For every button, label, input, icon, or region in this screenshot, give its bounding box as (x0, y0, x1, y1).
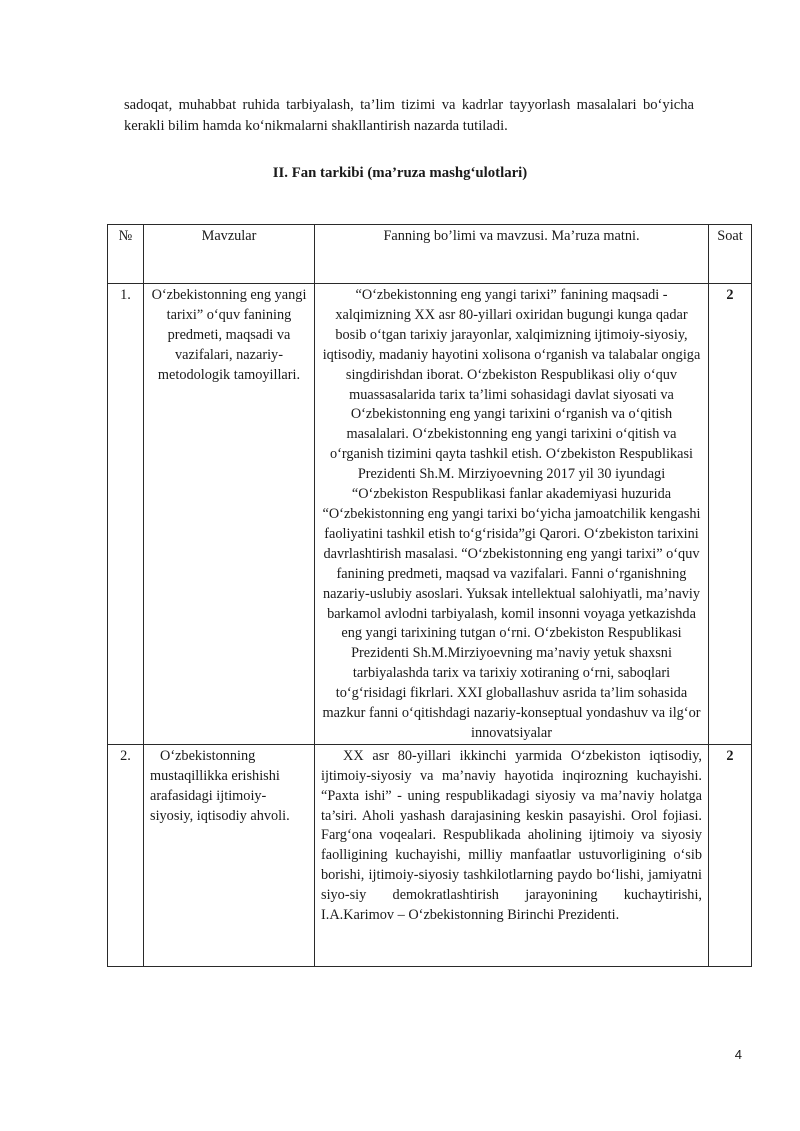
header-content: Fanning bo’limi va mavzusi. Ma’ruza matni. (315, 225, 709, 284)
header-number: № (108, 225, 144, 284)
row-topic: O‘zbekistonning eng yangi tarixi” o‘quv fanining predmeti, maqsadi va vazifalari, nazariy-metodologik tamoyillari. (144, 284, 315, 745)
row-number: 2. (108, 744, 144, 966)
row-content: “O‘zbekistonning eng yangi tarixi” fanining maqsadi - xalqimizning XX asr 80-yillari oxiridan bugungi kunga qadar bosib o‘tgan tarixiy jarayonlar, xalqimizning ijtimoiy-siyosiy, iqtisodiy, madaniy hayotini xolisona o‘rganish va talabalar ongiga singdirishdan iborat. O‘zbekiston Respublikasi oliy o‘quv muassasalarida tarix ta’limi sohasidagi davlat siyosati va O‘zbekistonning eng yangi tarixini o‘rganish va o‘qitish masalalari. O‘zbekistonning eng yangi tarixini o‘qitish va o‘rganish tizimini qayta tashkil etish. O‘zbekiston Respublikasi Prezidenti Sh.M. Mirziyoevning 2017 yil 30 iyundagi “O‘zbekiston Respublikasi fanlar akademiyasi huzurida “O‘zbekistonning eng yangi tarixi bo‘yicha jamoatchilik kengashi faoliyatini tashkil etish to‘g‘risida”gi Qarori. O‘zbekiston tarixini davrlashtirish masalasi. “O‘zbekistonning eng yangi tarixi” o‘quv fanining predmeti, maqsad va vazifalari. Fanni o‘rganishning nazariy-uslubiy asoslari. Yuksak intellektual salohiyatli, ma’naviy barkamol avlodni tarbiyalash, komil insonni voyaga yetkazishda eng yangi tarixining tutgan o‘rni. O‘zbekiston Respublikasi Prezidenti Sh.M.Mirziyoevning ma’naviy yetuk shaxsni tarbiyalashda tarix va tarixiy xotiraning o‘rni, saboqlari to‘g‘risidagi fikrlari. XXI globallashuv asrida ta’lim sohasida mazkur fanni o‘qitishdagi nazariy-konseptual yondashuv va ilg‘or innovatsiyalar (315, 284, 709, 745)
page-number: 4 (734, 1047, 742, 1062)
row-number: 1. (108, 284, 144, 745)
row-topic-text: O‘zbekistonning mustaqillikka erishishi arafasidagi ijtimoiy-siyosiy, iqtisodiy ahvoli. (150, 747, 290, 824)
intro-text: sadoqat, muhabbat ruhida tarbiyalash, ta’lim tizimi va kadrlar tayyorlash masalalari bo‘yicha kerakli bilim hamda ko‘nikmalarni shakllantirish nazarda tutiladi. (124, 97, 694, 134)
row-content-text: XX asr 80-yillari ikkinchi yarmida O‘zbekiston iqtisodiy, ijtimoiy-siyosiy va ma’naviy hayotida inqirozning kuchayishi. “Paxta ishi” - uning respublikadagi siyosiy va ma’naviy holatga ta’siri. Aholi yashash darajasining keskin pasayishi. Orol fojiasi. Farg‘ona voqealari. Respublikada aholining ijtimoiy va siyosiy faolligining kuchayishi, milliy manfaatlar ustuvorligining o‘sib borishi, ijtimoiy-siyosiy tashkilotlarning paydo bo‘lishi, jamiyatni siyo-siy demokratlashtirish jarayonining kuchaytirishi, I.A.Karimov – O‘zbekistonning Birinchi Prezidenti. (321, 747, 702, 924)
header-hours: Soat (709, 225, 752, 284)
row-topic (144, 744, 315, 966)
table-header-row (108, 225, 752, 284)
lecture-table (107, 224, 752, 967)
row-hours: 2 (709, 284, 752, 745)
row-hours: 2 (709, 744, 752, 966)
table-row (108, 284, 752, 745)
intro-paragraph (124, 95, 694, 137)
row-content (315, 744, 709, 966)
section-title: II. Fan tarkibi (ma’ruza mashg‘ulotlari) (272, 165, 528, 181)
header-topics: Mavzular (144, 225, 315, 284)
table-row (108, 744, 752, 966)
